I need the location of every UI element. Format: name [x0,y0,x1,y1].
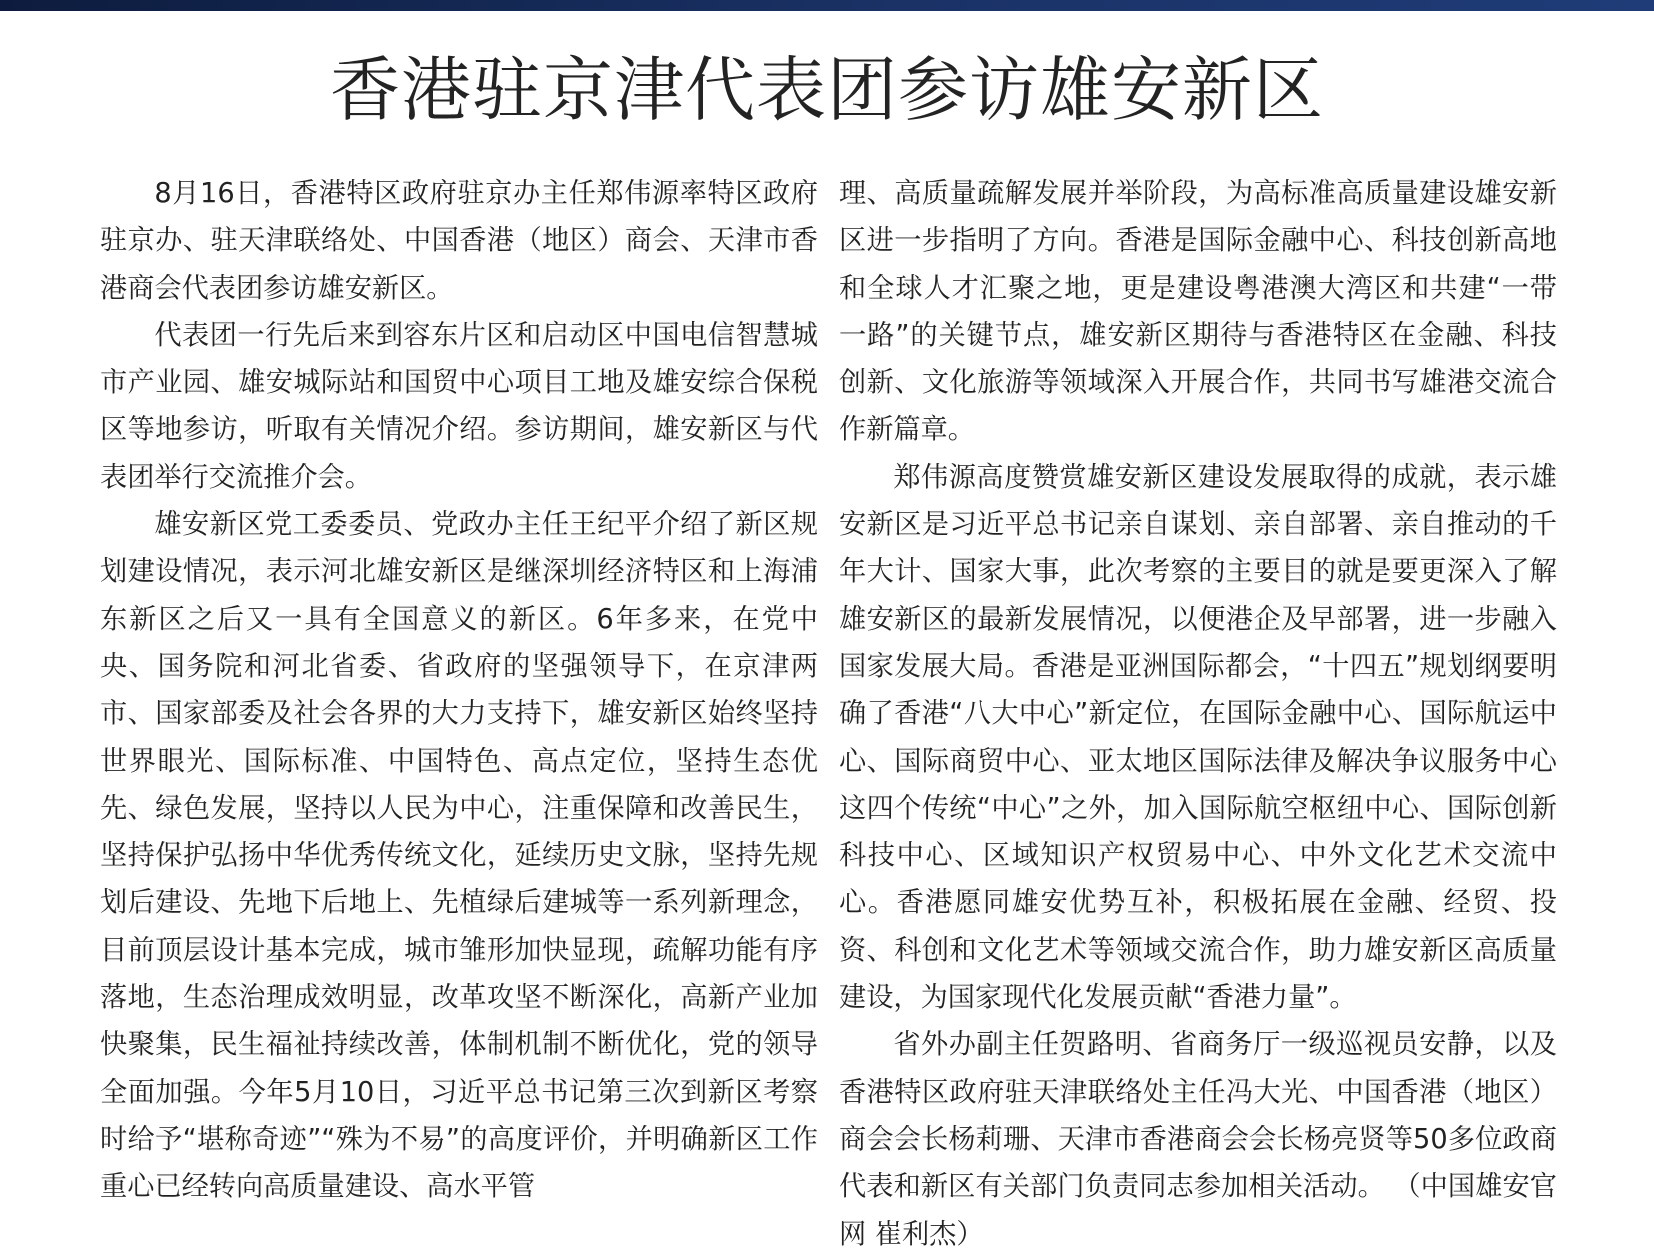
article-column-right [839,170,1557,1258]
article-paragraph: 8月16日，香港特区政府驻京办主任郑伟源率特区政府驻京办、驻天津联络处、中国香港（地区）商会、天津市香港商会代表团参访雄安新区。 [100,178,818,304]
article-paragraph-continuation: 理、高质量疏解发展并举阶段，为高标准高质量建设雄安新区进一步指明了方向。香港是国际金融中心、科技创新高地和全球人才汇聚之地，更是建设粤港澳大湾区和共建“一带一路”的关键节点，雄安新区期待与香港特区在金融、科技创新、文化旅游等领域深入开展合作，共同书写雄港交流合作新篇章。 [839,178,1557,446]
article-paragraph: 雄安新区党工委委员、党政办主任王纪平介绍了新区规划建设情况，表示河北雄安新区是继深圳经济特区和上海浦东新区之后又一具有全国意义的新区。6年多来，在党中央、国务院和河北省委、省政府的坚强领导下，在京津两市、国家部委及社会各界的大力支持下，雄安新区始终坚持世界眼光、国际标准、中国特色、高点定位，坚持生态优先、绿色发展，坚持以人民为中心，注重保障和改善民生，坚持保护弘扬中华优秀传统文化，延续历史文脉，坚持先规划后建设、先地下后地上、先植绿后建城等一系列新理念，目前顶层设计基本完成，城市雏形加快显现，疏解功能有序落地，生态治理成效明显，改革攻坚不断深化，高新产业加快聚集，民生福祉持续改善，体制机制不断优化，党的领导全面加强。今年5月10日，习近平总书记第三次到新区考察时给予“堪称奇迹”“殊为不易”的高度评价，并明确新区工作重心已经转向高质量建设、高水平管 [100,509,818,1203]
article-source-credit: （中国雄安官网 崔利杰） [839,1171,1557,1250]
article-title: 香港驻京津代表团参访雄安新区 [330,49,1324,131]
top-banner-bar [0,0,1654,11]
article-paragraph: 代表团一行先后来到容东片区和启动区中国电信智慧城市产业园、雄安城际站和国贸中心项目工地及雄安综合保税区等地参访，听取有关情况介绍。参访期间，雄安新区与代表团举行交流推介会。 [100,319,818,493]
article-paragraph: 郑伟源高度赞赏雄安新区建设发展取得的成就，表示雄安新区是习近平总书记亲自谋划、亲自部署、亲自推动的千年大计、国家大事，此次考察的主要目的就是要更深入了解雄安新区的最新发展情况，以便港企及早部署，进一步融入国家发展大局。香港是亚洲国际都会，“十四五”规划纲要明确了香港“八大中心”新定位，在国际金融中心、国际航运中心、国际商贸中心、亚太地区国际法律及解决争议服务中心这四个传统“中心”之外，加入国际航空枢纽中心、国际创新科技中心、区域知识产权贸易中心、中外文化艺术交流中心。香港愿同雄安优势互补，积极拓展在金融、经贸、投资、科创和文化艺术等领域交流合作，助力雄安新区高质量建设，为国家现代化发展贡献“香港力量”。 [839,461,1557,1014]
article-paragraph-final-text: 省外办副主任贺路明、省商务厅一级巡视员安静，以及香港特区政府驻天津联络处主任冯大光、中国香港（地区）商会会长杨莉珊、天津市香港商会会长杨亮贤等50多位政商代表和新区有关部门负责同志参加相关活动。 [839,1029,1557,1203]
article-column-left [100,170,818,1211]
article-paragraph-final [839,1021,1557,1257]
